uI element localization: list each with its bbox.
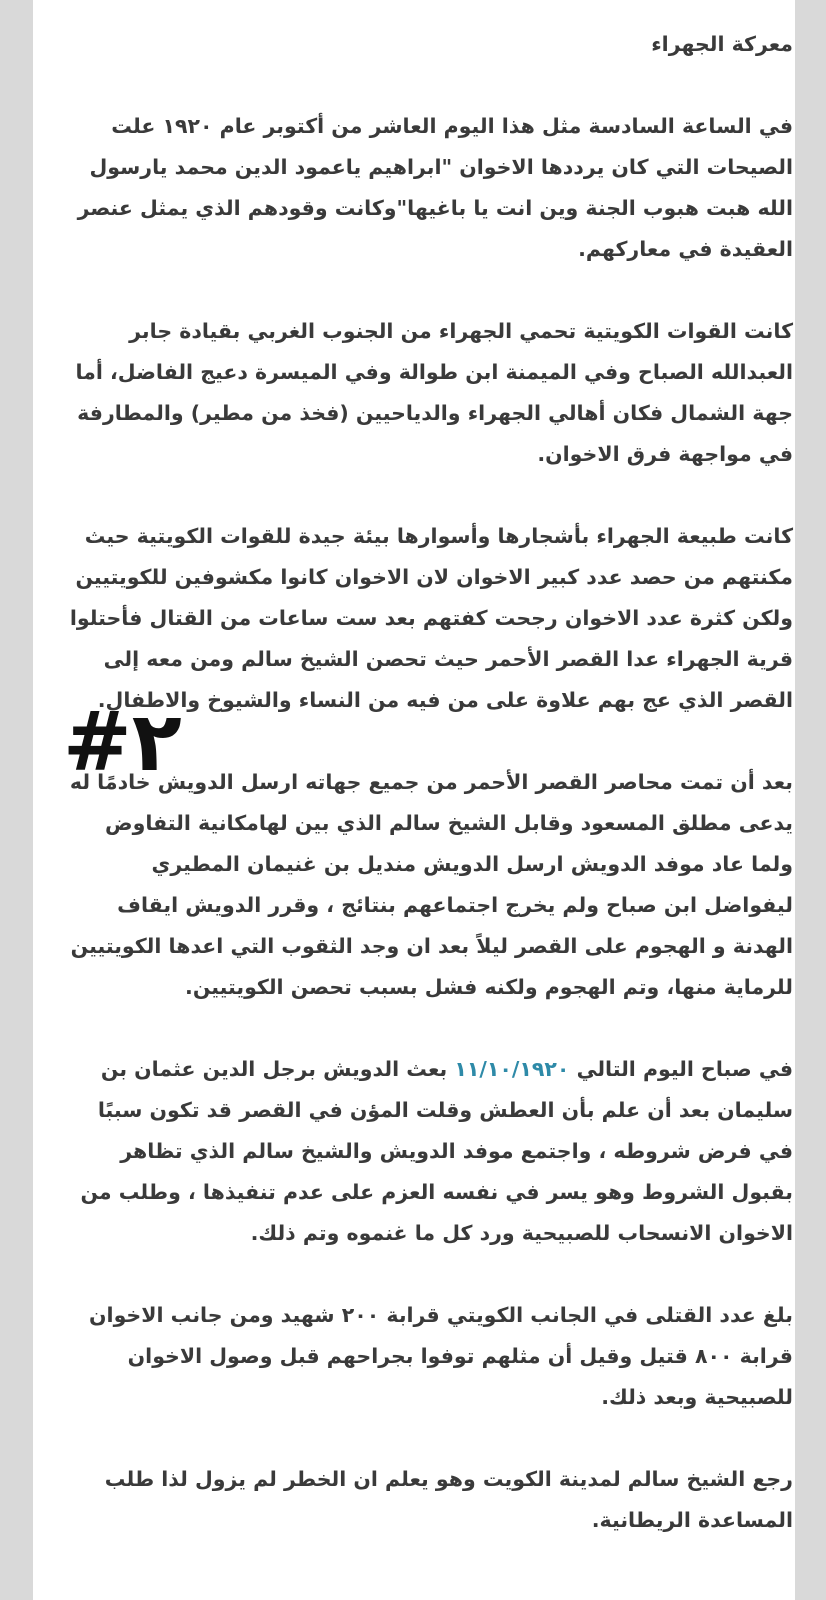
document-page: [33, 0, 795, 1600]
article-title: معركة الجهراء: [651, 32, 793, 56]
date-link[interactable]: ١١/١٠/١٩٢٠: [454, 1057, 570, 1081]
handwritten-marker: #٢: [63, 695, 182, 790]
article-body: [63, 24, 793, 1582]
paragraph-7: رجع الشيخ سالم لمدينة الكويت وهو يعلم ان الخطر لم يزول لذا طلب المساعدة الريطانية.: [104, 1467, 793, 1532]
paragraph-3: كانت طبيعة الجهراء بأشجارها وأسوارها بيئة جيدة للقوات الكويتية حيث مكنتهم من حصد عدد كبير الاخوان لان الاخوان كانوا مكشوفين للكويتيين ولكن كثرة عدد الاخوان رجحت كفتهم بعد ست ساعات من القتال فأحتلوا قرية الجهراء عدا القصر الأحمر حيث تحصن الشيخ سالم ومن معه إلى القصر الذي عج بهم علاوة على من فيه من النساء والشيوخ والاطفال.: [69, 524, 793, 712]
paragraph-5-before-date: في صباح اليوم التالي: [569, 1057, 793, 1081]
paragraph-2: كانت القوات الكويتية تحمي الجهراء من الجنوب الغربي بقيادة جابر العبدالله الصباح وفي الميمنة ابن طوالة وفي الميسرة دعيج الفاضل، أما جهة الشمال فكان أهالي الجهراء والدياحيين (فخذ من مطير) والمطارفة في مواجهة فرق الاخوان.: [75, 319, 793, 466]
paragraph-6: بلغ عدد القتلى في الجانب الكويتي قرابة ٢٠٠ شهيد ومن جانب الاخوان قرابة ٨٠٠ قتيل وقيل أن مثلهم توفوا بجراحهم قبل وصول الاخوان للصبيحية وبعد ذلك.: [89, 1303, 793, 1409]
paragraph-1: في الساعة السادسة مثل هذا اليوم العاشر من أكتوبر عام ١٩٢٠ علت الصيحات التي كان يرددها الاخوان "ابراهيم ياعمود الدين محمد يارسول الله هبت هبوب الجنة وين انت يا باغيها"وكانت وقودهم الذي يمثل عنصر العقيدة في معاركهم.: [77, 114, 793, 261]
paragraph-5: [63, 1049, 793, 1254]
paragraph-5-after-date: بعث الدويش برجل الدين عثمان بن سليمان بعد أن علم بأن العطش وقلت المؤن في القصر قد تكون سببًا في فرض شروطه ، واجتمع موفد الدويش والشيخ سالم الذي تظاهر بقبول الشروط وهو يسر في نفسه العزم على عدم تنفيذها ، وطلب من الاخوان الانسحاب للصبيحية ورد كل ما غنموه وتم ذلك.: [80, 1057, 793, 1245]
paragraph-4: بعد أن تمت محاصر القصر الأحمر من جميع جهاته ارسل الدويش خادمًا له يدعى مطلق المسعود وقابل الشيخ سالم الذي بين لهامكانية التفاوض ولما عاد موفد الدويش ارسل الدويش منديل بن غنيمان المطيري ليفواضل ابن صباح ولم يخرج اجتماعهم بنتائج ، وقرر الدويش ايقاف الهدنة و الهجوم على القصر ليلاً بعد ان وجد الثقوب التي اعدها الكويتيين للرماية منها، وتم الهجوم ولكنه فشل بسبب تحصن الكويتيين.: [69, 770, 793, 999]
